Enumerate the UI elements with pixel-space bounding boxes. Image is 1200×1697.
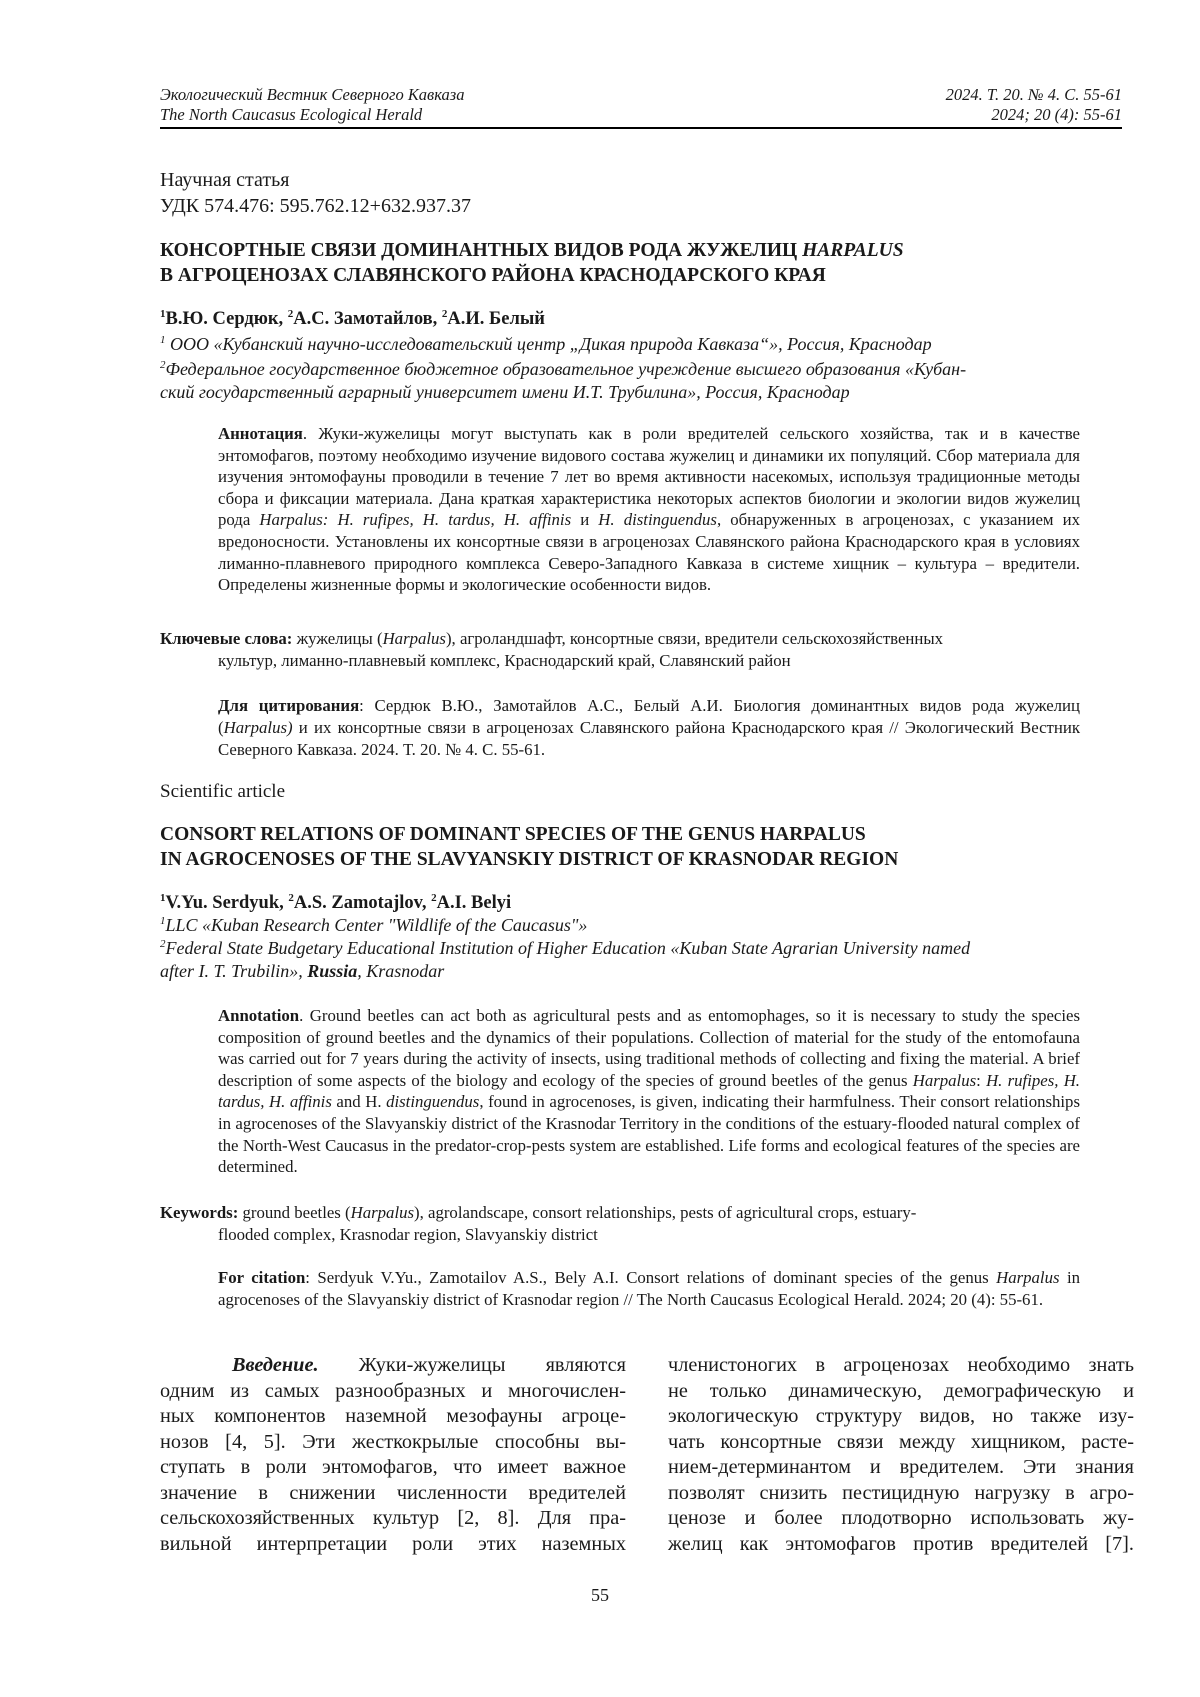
affiliation-ru-1-sup: 1 [160,334,166,346]
keywords-en-b: ), agrolandscape, consort relationships, pests of agricultural crops, estuary- [414,1203,917,1222]
keywords-ru-genus: Harpalus [382,629,446,648]
keywords-ru [160,628,1080,671]
abstract-en-colon: : [976,1070,987,1090]
affiliation-en-2-line1: Federal State Budgetary Educational Institution of Higher Education «Kuban State Agrarian University named [165,938,971,958]
issue-info [946,85,1122,125]
abstract-en-species: H. rufipes, H. tardus, H. affinis [218,1070,1081,1112]
abstract-ru-text2: , обнаруженных в агроценозах, с указанием их вредоносности. Установлены их консортные связи в агроценозах Славянского района Краснодарского края в условиях лиманно-плавневого природного комплекса Северо-Западного Кавказа в системе хищник – культура – вредители. Определены жизненные формы и экологические особенности видов. [218,510,1080,595]
author-en-2-sup: 2 [288,891,294,904]
author-ru-1: В.Ю. Сердюк, [165,309,288,329]
title-ru-genus: HARPALUS [802,240,904,261]
affiliation-en-2-line2b: , Krasnodar [357,961,445,981]
abstract-en-genus: Harpalus [912,1070,977,1090]
keywords-en-a: ground beetles ( [238,1203,351,1222]
citation-ru-label: Для цитирования [218,696,360,715]
affiliation-en-country: Russia [307,961,358,981]
body-column-left [160,1353,626,1557]
author-en-2: A.S. Zamotajlov, [293,893,432,913]
body-left-line-4: ступать в роли энтомофагов, что имеет важное [160,1456,626,1478]
running-header [160,85,1122,129]
keywords-en-c: flooded complex, Krasnodar region, Slavyanskiy district [218,1224,598,1244]
keywords-ru-label: Ключевые слова: [160,629,293,648]
author-en-1-sup: 1 [160,891,166,904]
abstract-ru-species: Harpalus: H. rufipes, H. tardus, H. affinis [259,510,572,530]
body-right-line-2: экологическую структуру видов, но также изу- [668,1405,1134,1427]
affiliation-en-2 [160,937,1080,960]
body-right-line-7: желиц как энтомофагов против вредителей [7]. [668,1532,1134,1555]
body-right-line-1: не только динамическую, демографическую и [668,1379,1134,1402]
author-ru-2: А.С. Замотайлов, [293,309,442,329]
body-left-line-6: сельскохозяйственных культур [2, 8]. Для пра- [160,1507,626,1529]
author-en-3-sup: 2 [431,891,437,904]
abstract-ru-label: Аннотация [218,424,303,443]
abstract-en [218,1005,1080,1178]
abstract-ru-species2: H. distinguendus [598,510,717,530]
keywords-en-genus: Harpalus [350,1203,415,1222]
body-right-line-3: чать консортные связи между хищником, расте- [668,1430,1134,1453]
abstract-ru-and: и [571,510,599,530]
body-left-line-3: нозов [4, 5]. Эти жесткокрылые способны вы- [160,1430,626,1453]
journal-name-en: The North Caucasus Ecological Herald [160,105,423,124]
author-ru-3-sup: 2 [441,307,448,320]
title-ru-line1: КОНСОРТНЫЕ СВЯЗИ ДОМИНАНТНЫХ ВИДОВ РОДА ЖУЖЕЛИЦ [160,240,803,261]
keywords-ru-a: жужелицы ( [292,629,383,648]
article-type-ru: Научная статья [160,169,290,191]
citation-ru-a: : Сердюк В.Ю., Замотайлов А.С., Белый А.И. Биология доминантных видов рода жужелиц ( [218,696,1080,737]
citation-en-label: For citation [218,1268,306,1287]
udc-code: УДК 574.476: 595.762.12+632.937.37 [160,195,471,217]
affiliation-ru-2-line1: Федеральное государственное бюджетное образовательное учреждение высшего образования «Кубан- [165,359,967,379]
abstract-ru-text1: . Жуки-жужелицы могут выступать как в роли вредителей сельского хозяйства, так и в качестве энтомофагов, поэтому необходимо изучение видового состава жужелиц и динамики их популяций. Сбор материала для изучения энтомофауны проводили в течение 7 лет во время активности насекомых, используя традиционные методы сбора и фиксации материала. Дана краткая характеристика некоторых аспектов биологии и экологии видов жужелиц рода [218,424,1080,530]
keywords-ru-b: ), агроландшафт, консортные связи, вредители сельскохозяйственных [445,629,944,648]
affiliation-en-1-text: LLC «Kuban Research Center "Wildlife of the Caucasus"» [165,915,588,935]
article-title-en [160,822,1080,872]
abstract-en-text2: , found in agrocenoses, is given, indicating their harmfulness. Their consort relationships in agrocenoses of the Slavyanskiy district of the Krasnodar Territory in the conditions of the estuary-flooded natural complex of the North-West Caucasus in the predator-crop-pests system are established. Life forms and ecological features of the species are determined. [218,1092,1080,1177]
citation-ru-genus: Harpalus) [223,718,293,737]
abstract-en-text1: . Ground beetles can act both as agricultural pests and as entomophages, so it is necessary to study the species composition of ground beetles and the dynamics of their populations. Collection of material for the study of the entomofauna was carried out for 7 years during the activity of insects, using traditional methods of collecting and fixing the material. A brief description of some aspects of the biology and ecology of the species of ground beetles of the genus [218,1006,1080,1090]
affiliation-en-2-line2a: after I. T. Trubilin», [160,961,308,981]
body-left-line-2: ных компонентов наземной мезофауны агроце- [160,1405,626,1427]
affiliation-en-1 [160,914,1080,937]
keywords-ru-c: культур, лиманно-плавневый комплекс, Краснодарский край, Славянский район [218,650,791,670]
authors-ru [160,307,1080,331]
author-ru-1-sup: 1 [160,307,166,320]
affiliation-en-2-line2 [160,960,1080,983]
body-left-line [160,1353,626,1379]
author-ru-3: А.И. Белый [447,309,545,329]
author-en-3: A.I. Belyi [436,893,512,913]
journal-name [160,85,464,125]
issue-info-ru: 2024. Т. 20. № 4. С. 55-61 [945,85,1122,104]
body-left-line-1: одним из самых разнообразных и многочислен- [160,1379,626,1402]
abstract-en-species2: distinguendus [386,1092,480,1112]
affiliation-ru-2 [160,358,1080,381]
issue-info-en: 2024; 20 (4): 55-61 [991,105,1122,124]
citation-ru-b: и их консортные связи в агроценозах Славянского района Краснодарского края // Экологический Вестник Северного Кавказа. 2024. Т. 20. № 4. С. 55-61. [218,718,1080,759]
journal-name-ru: Экологический Вестник Северного Кавказа [160,85,465,104]
title-ru-line2: В АГРОЦЕНОЗАХ СЛАВЯНСКОГО РАЙОНА КРАСНОДАРСКОГО КРАЯ [160,265,826,286]
citation-en [160,1267,1080,1311]
author-ru-2-sup: 2 [287,307,294,320]
keywords-en-label: Keywords: [160,1203,239,1222]
title-en-line2: IN AGROCENOSES OF THE SLAVYANSKIY DISTRICT OF KRASNODAR REGION [160,849,899,870]
affiliation-ru-2-line2: ский государственный аграрный университет имени И.Т. Трубилина», Россия, Краснодар [160,382,850,402]
affiliation-ru-1 [160,333,1080,356]
citation-en-a: : Serdyuk V.Yu., Zamotailov A.S., Bely A.I. Consort relations of dominant species of the genus [305,1268,997,1287]
article-title-ru [160,238,1080,288]
body-left-line-0: Жуки-жужелицы являются [318,1354,626,1376]
body-right-line-5: позволят снизить пестицидную нагрузку в агро- [668,1481,1134,1504]
abstract-ru [218,423,1080,596]
keywords-en [160,1202,1080,1245]
citation-ru [160,695,1080,761]
intro-heading: Введение. [232,1354,319,1376]
affiliation-en-2-sup: 2 [160,938,166,950]
citation-en-genus: Harpalus [996,1268,1060,1287]
title-en-line1: CONSORT RELATIONS OF DOMINANT SPECIES OF THE GENUS HARPALUS [160,824,866,845]
affiliation-ru-2-sup: 2 [160,359,166,371]
affiliation-ru-1-text: ООО «Кубанский научно-исследовательский центр „Дикая природа Кавказа“», Россия, Краснодар [165,334,932,354]
authors-en [160,891,1080,915]
body-right-line-6: ценозе и более плодотворно использовать жу- [668,1507,1134,1529]
page-number: 55 [591,1585,609,1605]
body-column-right [668,1353,1134,1557]
author-en-1: V.Yu. Serdyuk, [165,893,289,913]
affiliation-en-1-sup: 1 [160,915,166,927]
body-right-line-0: членистоногих в агроценозах необходимо знать [668,1354,1134,1376]
abstract-en-and: and H. [331,1092,387,1112]
article-type-en: Scientific article [160,781,286,802]
citation-en-b: in agrocenoses of the Slavyanskiy district of Krasnodar region // The North Caucasus Ecological Herald. 2024; 20 (4): 55-61. [218,1268,1081,1309]
body-left-line-7: вильной интерпретации роли этих наземных [160,1532,626,1555]
abstract-en-label: Annotation [218,1006,300,1025]
body-right-line-4: нием-детерминантом и вредителем. Эти знания [668,1456,1134,1478]
body-left-line-5: значение в снижении численности вредителей [160,1481,626,1504]
